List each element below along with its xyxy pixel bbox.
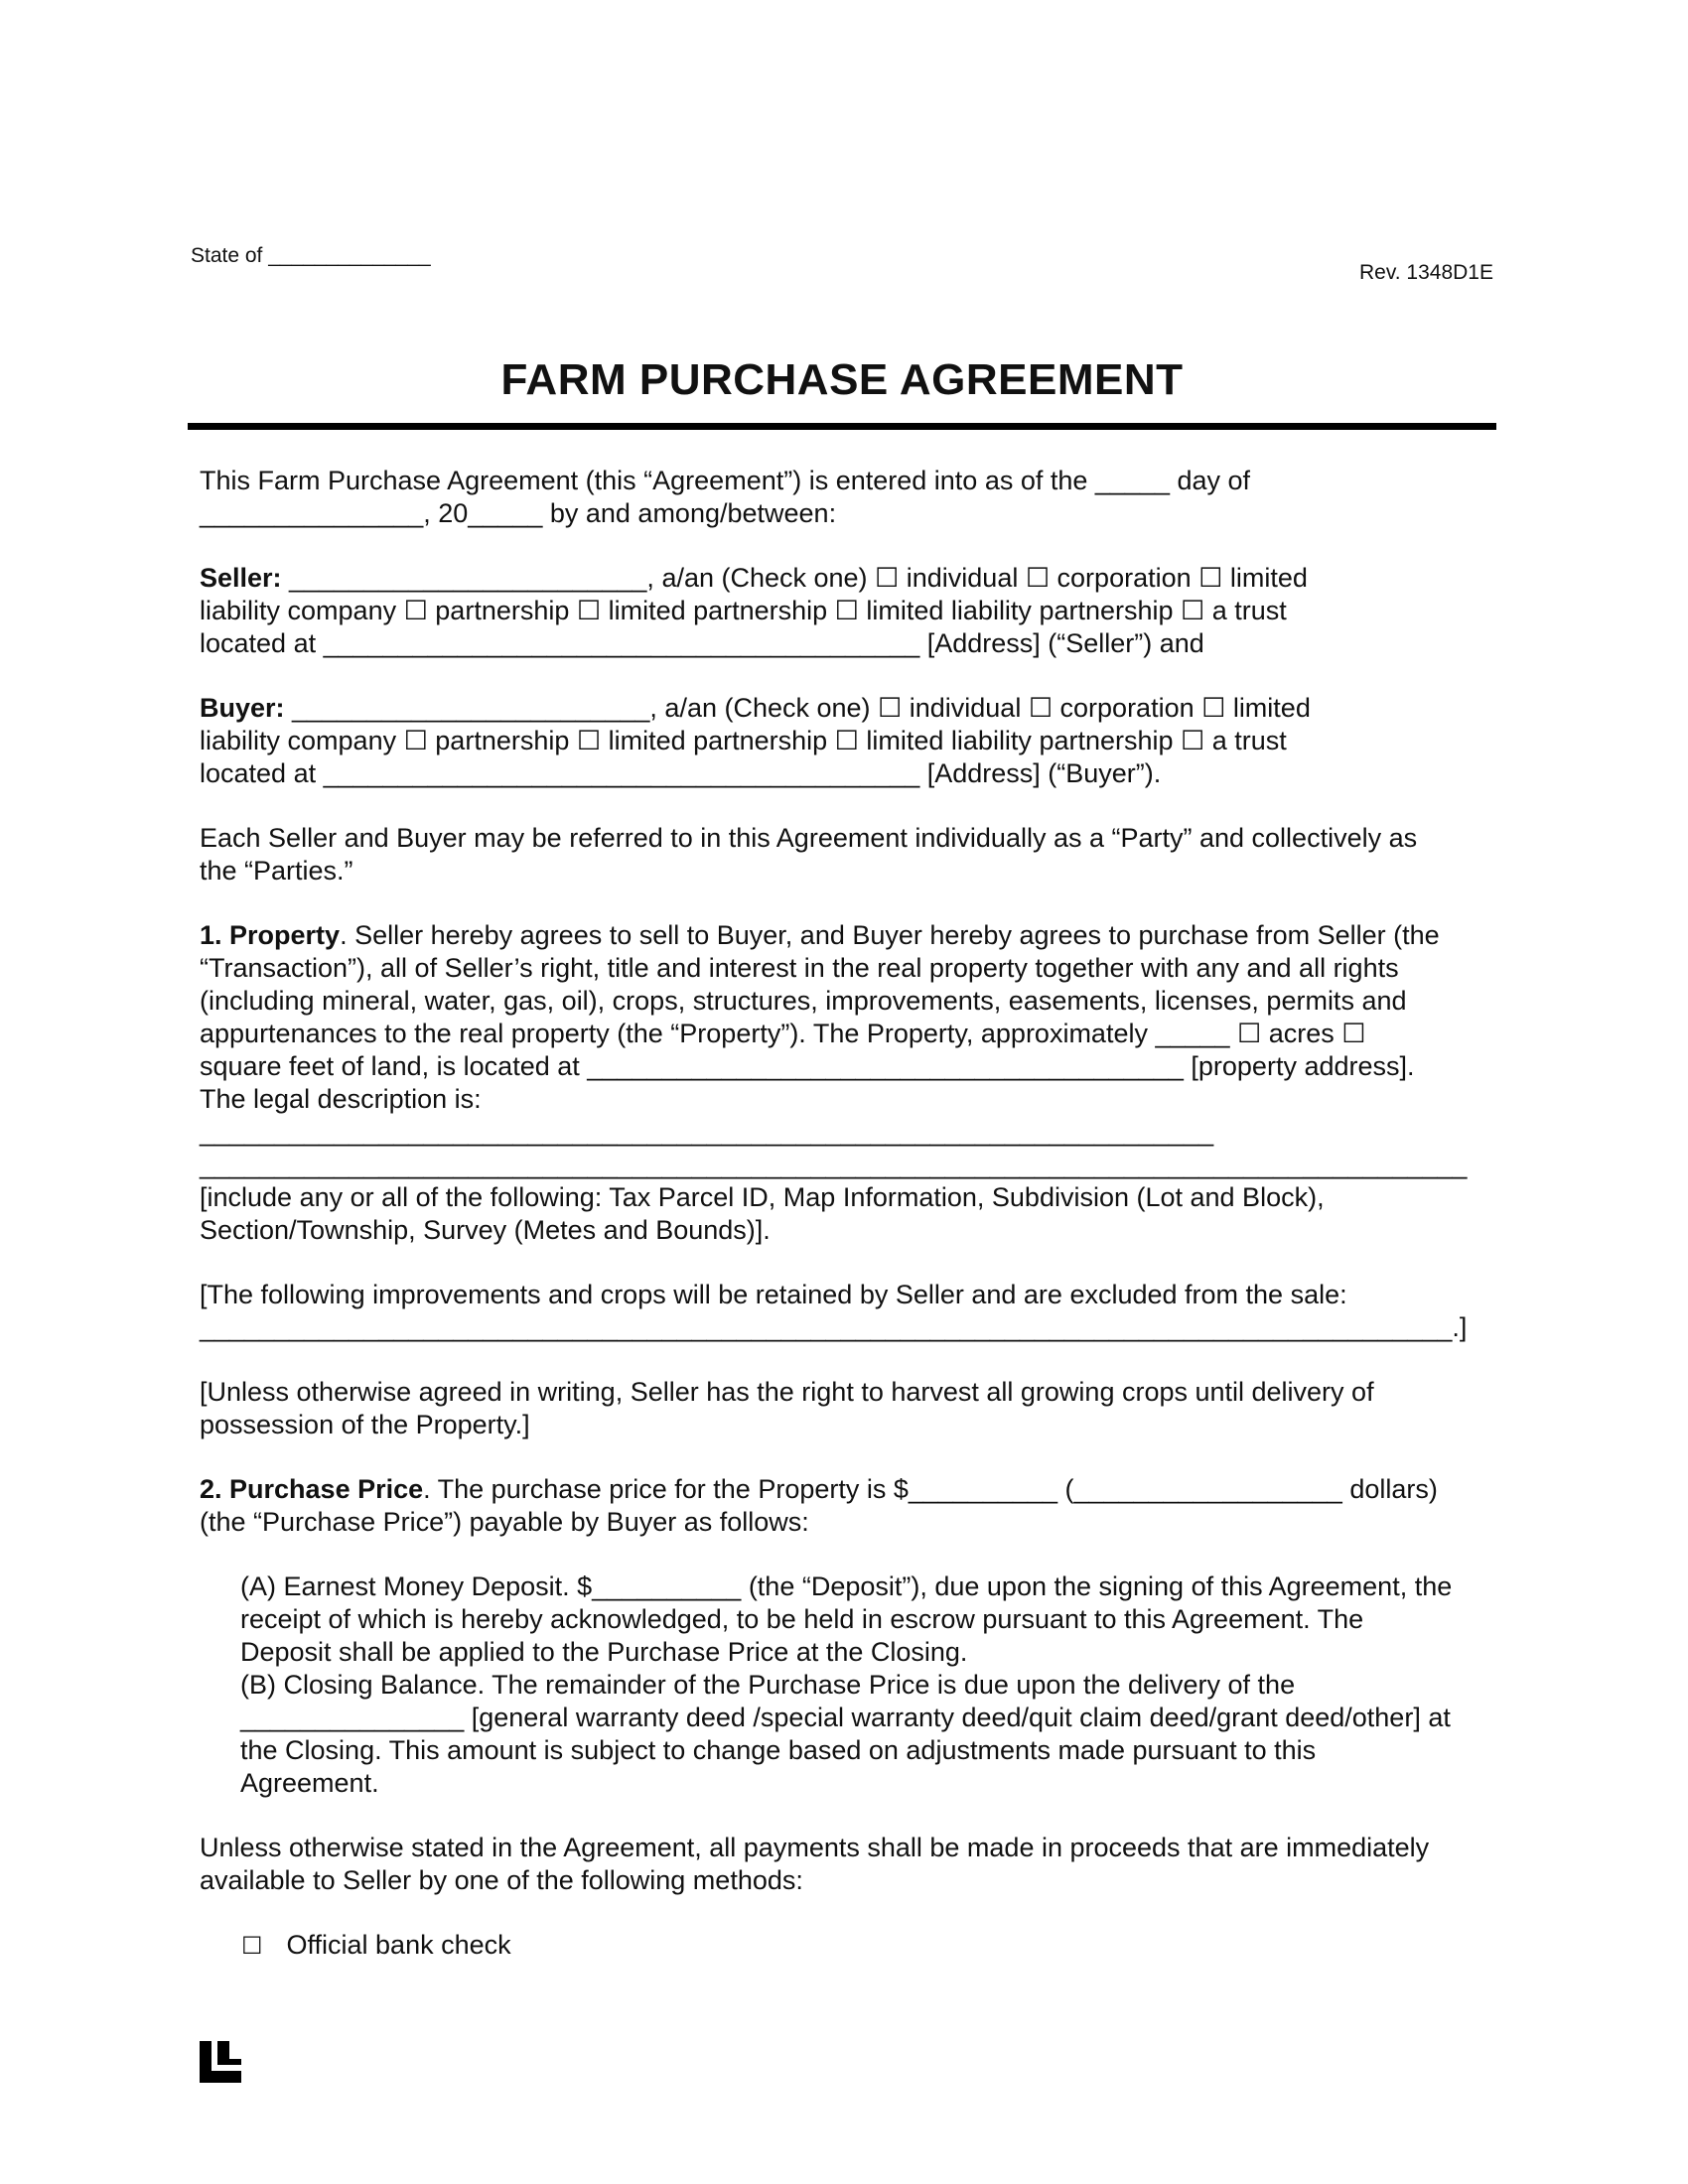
parties-line: Each Seller and Buyer may be referred to in this Agreement individually as a “Party” and collectively as [200, 823, 1418, 853]
intro-paragraph [200, 465, 1490, 530]
excluded-items-paragraph [200, 1279, 1490, 1344]
property-line: The legal description is: ____________________________________________________________________ [200, 1084, 1214, 1147]
title-divider [188, 423, 1496, 430]
parties-line: the “Parties.” [200, 856, 353, 886]
section-purchase-price [200, 1473, 1490, 1539]
buyer-label: Buyer: [200, 693, 285, 723]
property-line: square feet of land, is located at ________________________________________ [property address]. [200, 1051, 1415, 1081]
seller-line: ________________________, a/an (Check one) ☐ individual ☐ corporation ☐ limited [281, 563, 1308, 593]
section-heading: 2. Purchase Price [200, 1474, 424, 1504]
revision-number: Rev. 1348D1E [1358, 261, 1493, 284]
property-line: . Seller hereby agrees to sell to Buyer, and Buyer hereby agrees to purchase from Seller (the [340, 920, 1440, 950]
agreement-body [200, 465, 1490, 1963]
page-title: FARM PURCHASE AGREEMENT [500, 355, 1184, 404]
property-line: [include any or all of the following: Tax Parcel ID, Map Information, Subdivision (Lot and Block), [200, 1182, 1325, 1212]
seller-paragraph [200, 562, 1490, 660]
harvest-line: [Unless otherwise agreed in writing, Seller has the right to harvest all growing crops until delivery of [200, 1377, 1374, 1407]
intro-line: _______________, 20_____ by and among/between: [200, 498, 837, 528]
property-line: “Transaction”), all of Seller’s right, title and interest in the real property together with any and all rights [200, 953, 1399, 983]
intro-line: This Farm Purchase Agreement (this “Agreement”) is entered into as of the _____ day of [200, 466, 1251, 495]
seller-line: located at ________________________________________ [Address] (“Seller”) and [200, 628, 1204, 658]
legal-templates-logo-icon [200, 2041, 241, 2083]
property-line: Section/Township, Survey (Metes and Bounds)]. [200, 1215, 771, 1245]
payment-terms [200, 1570, 1490, 1800]
state-line: State of ______________ [191, 244, 431, 267]
closing-balance-line: (B) Closing Balance. The remainder of the Purchase Price is due upon the delivery of the [240, 1670, 1296, 1700]
harvest-line: possession of the Property.] [200, 1410, 530, 1439]
payment-methods-paragraph [200, 1832, 1490, 1897]
deposit-line: (A) Earnest Money Deposit. $__________ (the “Deposit”), due upon the signing of this Agreement, the [240, 1571, 1453, 1601]
closing-balance-line: Agreement. [240, 1768, 379, 1798]
harvest-paragraph [200, 1376, 1490, 1441]
price-line: . The purchase price for the Property is $__________ (__________________ dollars) [423, 1474, 1438, 1504]
deposit-line: Deposit shall be applied to the Purchase Price at the Closing. [240, 1637, 968, 1667]
seller-line: liability company ☐ partnership ☐ limited partnership ☐ limited liability partnership ☐ a trust [200, 596, 1287, 625]
buyer-paragraph [200, 692, 1490, 790]
section-property [200, 919, 1490, 1247]
parties-paragraph [200, 822, 1490, 887]
payment-line: available to Seller by one of the following methods: [200, 1865, 803, 1895]
checkbox[interactable]: ☐ [241, 1932, 263, 1960]
property-line: (including mineral, water, gas, oil), crops, structures, improvements, easements, licenses, permits and [200, 986, 1407, 1016]
buyer-line: liability company ☐ partnership ☐ limited partnership ☐ limited liability partnership ☐ a trust [200, 726, 1287, 755]
closing-balance-line: the Closing. This amount is subject to change based on adjustments made pursuant to this [240, 1735, 1317, 1765]
price-line: (the “Purchase Price”) payable by Buyer as follows: [200, 1507, 809, 1537]
section-heading: 1. Property [200, 920, 341, 950]
payment-line: Unless otherwise stated in the Agreement, all payments shall be made in proceeds that are immediately [200, 1833, 1430, 1862]
deposit-line: receipt of which is hereby acknowledged, to be held in escrow pursuant to this Agreement. The [240, 1604, 1364, 1634]
closing-balance-line: _______________ [general warranty deed /special warranty deed/quit claim deed/grant deed/other] at [240, 1703, 1451, 1732]
payment-option-bank-check[interactable] [200, 1929, 1490, 1963]
seller-label: Seller: [200, 563, 282, 593]
buyer-line: located at ________________________________________ [Address] (“Buyer”). [200, 758, 1162, 788]
excluded-line: ____________________________________________________________________________________.] [200, 1312, 1468, 1342]
property-line: _____________________________________________________________________________________ [200, 1150, 1468, 1179]
payment-option-label: Official bank check [286, 1930, 511, 1960]
property-line: appurtenances to the real property (the “Property”). The Property, approximately _____ ☐ acres ☐ [200, 1019, 1366, 1048]
excluded-line: [The following improvements and crops will be retained by Seller and are excluded from the sale: [200, 1280, 1347, 1309]
buyer-line: ________________________, a/an (Check one) ☐ individual ☐ corporation ☐ limited [284, 693, 1311, 723]
